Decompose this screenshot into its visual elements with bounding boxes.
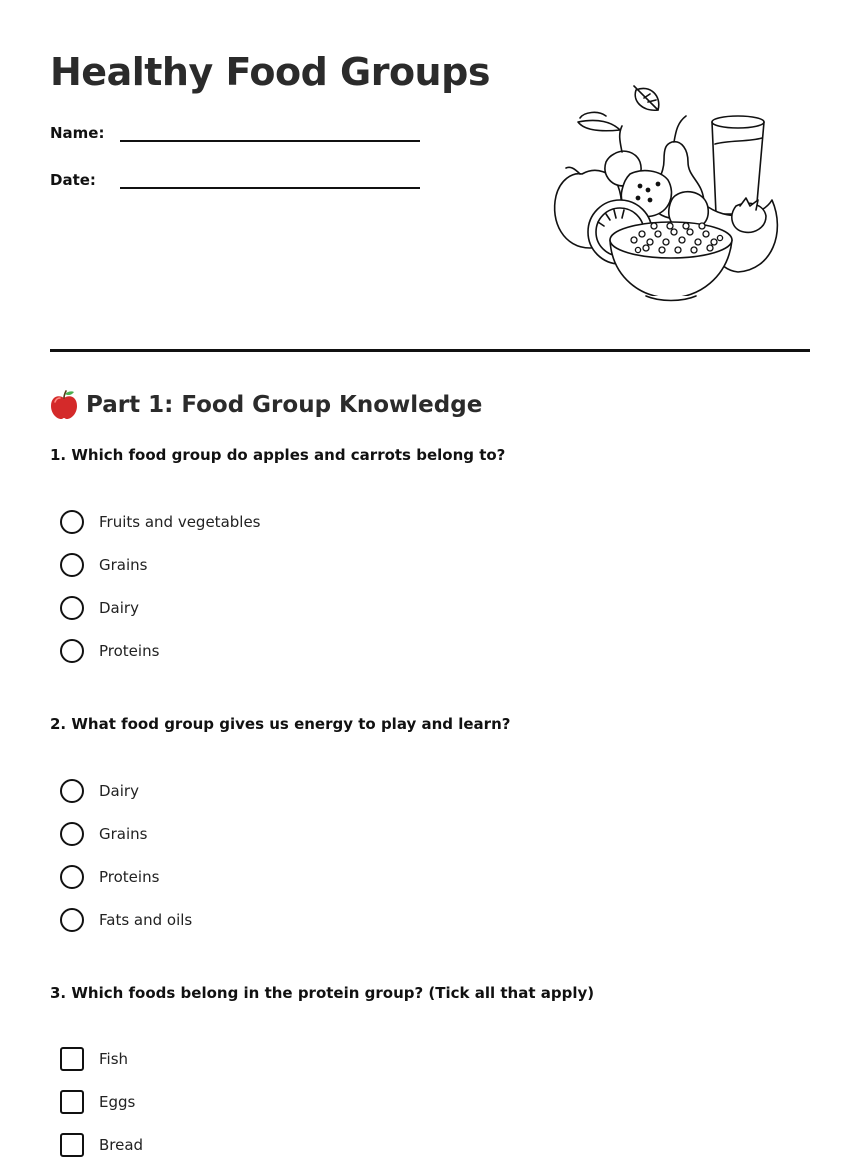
date-label: Date: <box>50 171 96 189</box>
q2-option-dairy[interactable] <box>60 778 139 804</box>
name-field-row <box>50 122 420 142</box>
radio-button[interactable] <box>60 779 84 803</box>
page-title: Healthy Food Groups <box>50 50 490 94</box>
radio-button[interactable] <box>60 822 84 846</box>
checkbox[interactable] <box>60 1047 84 1071</box>
option-label: Dairy <box>99 599 139 617</box>
radio-button[interactable] <box>60 510 84 534</box>
q3-option-fish[interactable] <box>60 1046 128 1072</box>
radio-button[interactable] <box>60 553 84 577</box>
checkbox[interactable] <box>60 1133 84 1157</box>
question-2: 2. What food group gives us energy to play and learn? <box>50 715 511 733</box>
option-label: Proteins <box>99 868 160 886</box>
option-label: Grains <box>99 556 148 574</box>
date-input-line[interactable] <box>120 169 420 189</box>
q3-option-bread[interactable] <box>60 1132 143 1158</box>
q1-option-grains[interactable] <box>60 552 147 578</box>
question-1: 1. Which food group do apples and carrots belong to? <box>50 446 506 464</box>
apple-icon <box>50 390 78 420</box>
q1-option-fruits-vegetables[interactable] <box>60 509 261 535</box>
option-label: Fats and oils <box>99 911 193 929</box>
question-3: 3. Which foods belong in the protein group? (Tick all that apply) <box>50 984 595 1002</box>
date-field-row <box>50 169 420 189</box>
part1-title <box>50 390 482 420</box>
q1-option-proteins[interactable] <box>60 638 159 664</box>
section-divider <box>50 349 810 352</box>
radio-button[interactable] <box>60 865 84 889</box>
option-label: Eggs <box>99 1093 136 1111</box>
q3-option-eggs[interactable] <box>60 1089 135 1115</box>
q1-option-dairy[interactable] <box>60 595 139 621</box>
q2-option-grains[interactable] <box>60 821 147 847</box>
option-label: Fish <box>99 1050 129 1068</box>
radio-button[interactable] <box>60 639 84 663</box>
part1-title-text: Part 1: Food Group Knowledge <box>86 392 483 418</box>
name-label: Name: <box>50 124 105 142</box>
checkbox[interactable] <box>60 1090 84 1114</box>
option-label: Grains <box>99 825 148 843</box>
option-label: Fruits and vegetables <box>99 513 261 531</box>
option-label: Bread <box>99 1136 144 1154</box>
q2-option-proteins[interactable] <box>60 864 159 890</box>
radio-button[interactable] <box>60 596 84 620</box>
radio-button[interactable] <box>60 908 84 932</box>
option-label: Proteins <box>99 642 160 660</box>
option-label: Dairy <box>99 782 139 800</box>
q2-option-fats-oils[interactable] <box>60 907 192 933</box>
fruit-bowl-illustration <box>550 82 786 308</box>
name-input-line[interactable] <box>120 122 420 142</box>
